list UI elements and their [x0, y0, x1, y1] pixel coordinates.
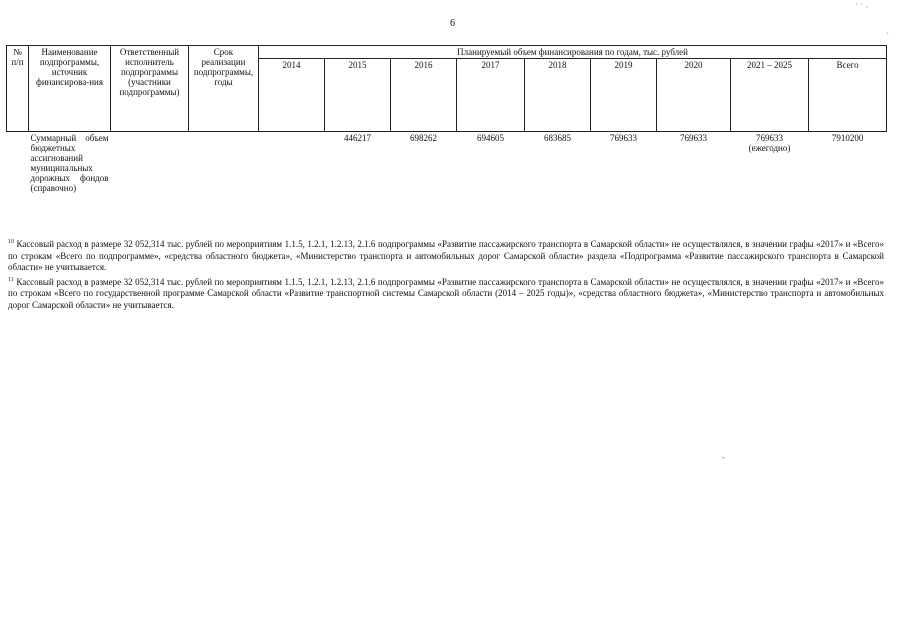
- cell-num: [7, 132, 29, 195]
- footnote-text: Кассовый расход в размере 32 052,314 тыс. рублей по мероприятиям 1.1.5, 1.2.1, 1.2.13, 2.1.6 подпрограммы «Развитие пассажирского транспорта в Самарской области» не осуществлялся, в значении графы «2017» и «Всего» по строкам «Всего по государственной программе Самарской области «Развитие транспортной системы Самарской области (2014 – 2025 годы)», «средства областного бюджета», «Министерство транспорта и автомобильных дорог Самарской области» не учитывается.: [8, 276, 884, 310]
- footnote: [8, 237, 884, 274]
- header-total: Всего: [809, 59, 887, 132]
- value-2014: [259, 132, 325, 195]
- value-total: 7910200: [831, 133, 864, 143]
- footnote-mark: 11: [8, 276, 14, 283]
- scan-mark: ˙ ˙ ·: [855, 2, 869, 12]
- header-year-2018: 2018: [525, 59, 591, 132]
- header-term: Срок реализации подпрограммы, годы: [189, 46, 259, 132]
- value-2021-2025-amount: 769633: [756, 133, 783, 143]
- value-2017: 694605: [477, 133, 504, 143]
- header-year-2017: 2017: [457, 59, 525, 132]
- header-num: № п/п: [7, 46, 29, 132]
- value-2018: 683685: [544, 133, 571, 143]
- table-row: [7, 132, 887, 195]
- footnote: [8, 275, 884, 312]
- row-name: Суммарный объем бюджетных ассигнований муниципальных дорожных фондов (справочно): [30, 133, 109, 193]
- header-name: Наименование подпрограммы, источник финансирова-ния: [29, 46, 111, 132]
- cell-executor: [111, 132, 189, 195]
- header-year-2020: 2020: [657, 59, 731, 132]
- header-year-2015: 2015: [325, 59, 391, 132]
- footnote-mark: 10: [8, 239, 14, 245]
- header-executor: Ответственный исполнитель подпрограммы (участники подпрограммы): [111, 46, 189, 132]
- page-number: 6: [450, 18, 455, 29]
- header-funding: Планируемый объем финансирования по годам, тыс. рублей: [259, 46, 887, 59]
- cell-term: [189, 132, 259, 195]
- value-2016: 698262: [410, 133, 437, 143]
- value-2019: 769633: [610, 133, 637, 143]
- value-2020: 769633: [680, 133, 707, 143]
- scan-mark: ˏ: [886, 24, 889, 34]
- value-2015: 446217: [344, 133, 371, 143]
- header-year-2014: 2014: [259, 59, 325, 132]
- header-year-2016: 2016: [391, 59, 457, 132]
- scan-mark: -: [722, 452, 725, 462]
- value-2021-2025: [731, 132, 809, 195]
- footnotes: [8, 237, 884, 312]
- header-year-2019: 2019: [591, 59, 657, 132]
- value-2021-2025-note: (ежегодно): [748, 143, 791, 153]
- financing-table: [6, 45, 887, 194]
- footnote-text: Кассовый расход в размере 32 052,314 тыс. рублей по мероприятиям 1.1.5, 1.2.1, 1.2.13, 2.1.6 подпрограммы «Развитие пассажирского транспорта в Самарской области» не осуществлялся, в значении графы «2017» и «Всего» по строкам «Всего по подпрограмме», «средства областного бюджета», «Министерство транспорта и автомобильных дорог Самарской области» раздела «Подпрограмма «Развитие пассажирского транспорта в Самарской области» не учитывается.: [8, 239, 885, 272]
- header-year-2021-2025: 2021 – 2025: [731, 59, 809, 132]
